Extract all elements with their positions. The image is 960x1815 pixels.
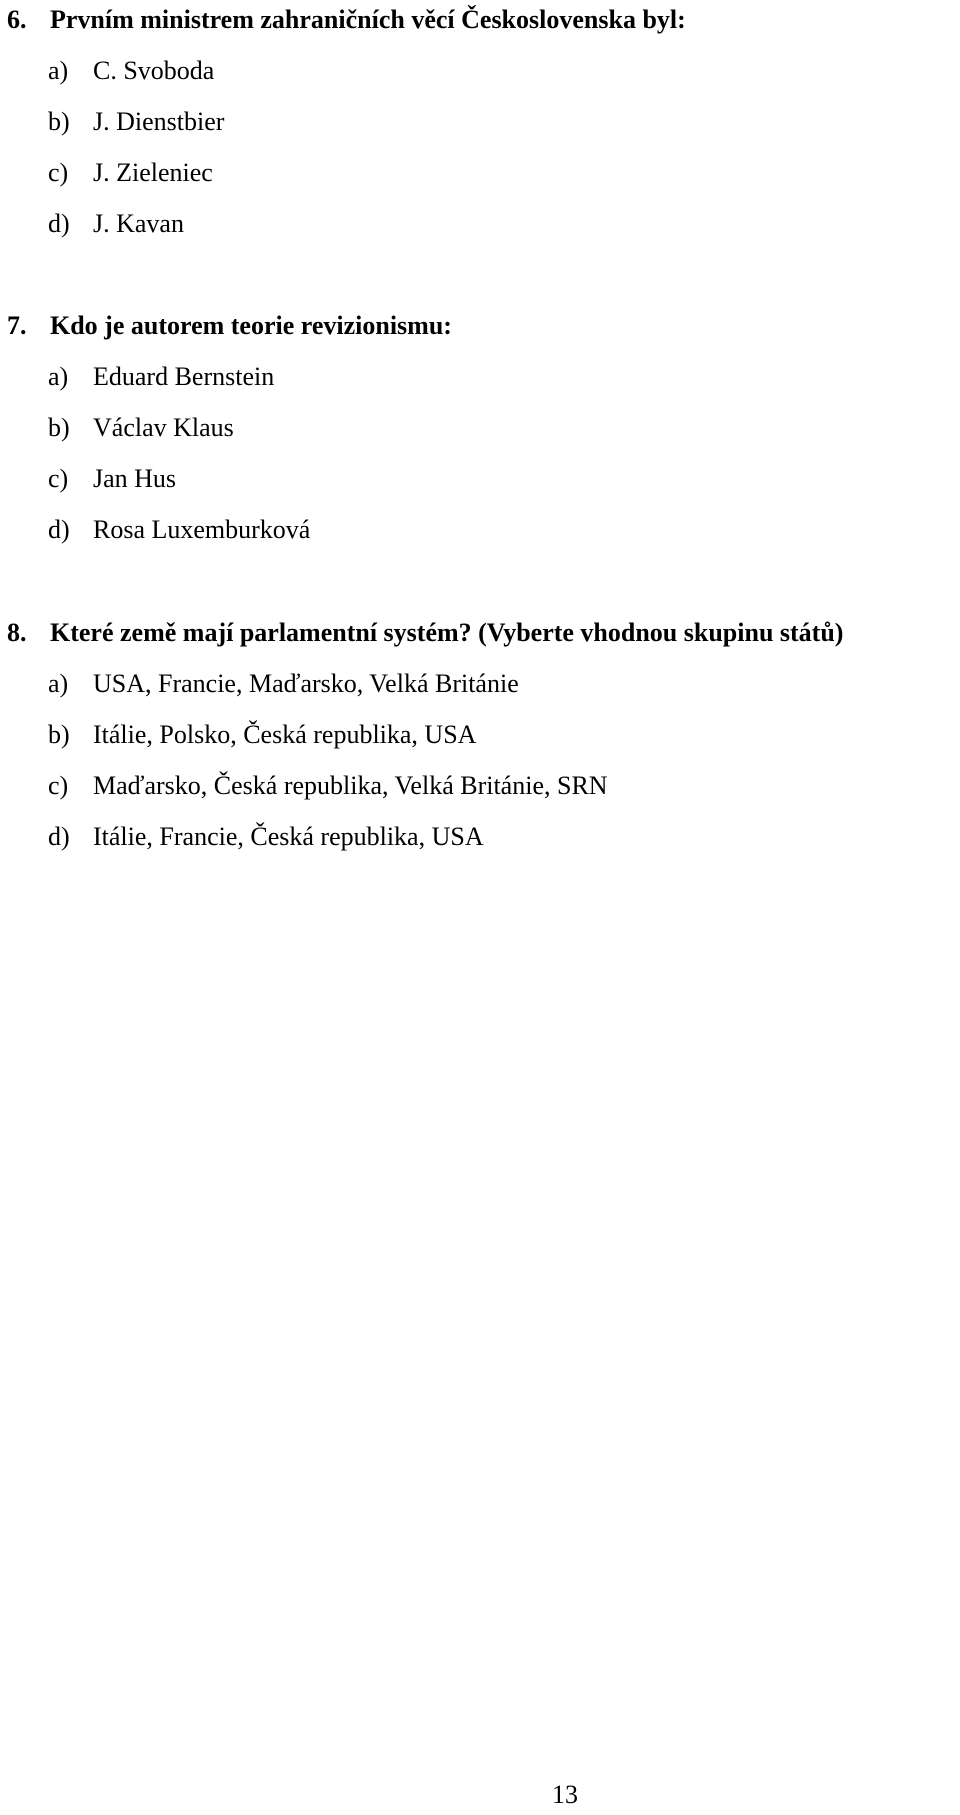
option-d [0, 504, 960, 555]
option-a [0, 45, 960, 96]
option-text: Itálie, Francie, Česká republika, USA [93, 822, 484, 851]
option-letter: a) [48, 56, 69, 85]
option-text: J. Dienstbier [93, 107, 225, 136]
question-heading [0, 607, 960, 658]
question-text: Prvním ministrem zahraničních věcí Československa byl: [50, 5, 686, 34]
option-a [0, 351, 960, 402]
question-main-text: Které země mají parlamentní systém? [50, 618, 472, 647]
option-d [0, 198, 960, 249]
question-heading [0, 300, 960, 351]
option-d [0, 811, 960, 862]
option-letter: c) [48, 464, 69, 493]
option-letter: b) [48, 107, 70, 136]
option-text: Václav Klaus [93, 413, 234, 442]
option-a [0, 658, 960, 709]
question-note: (Vyberte vhodnou skupinu států) [478, 618, 844, 647]
option-letter: b) [48, 413, 70, 442]
option-c [0, 760, 960, 811]
option-text: Eduard Bernstein [93, 362, 275, 391]
option-text: J. Kavan [93, 209, 184, 238]
question-heading [0, 0, 960, 45]
option-text: J. Zieleniec [93, 158, 213, 187]
option-letter: a) [48, 669, 69, 698]
question-number: 6. [7, 5, 27, 34]
option-c [0, 453, 960, 504]
option-letter: d) [48, 822, 70, 851]
option-letter: c) [48, 771, 69, 800]
option-text: Rosa Luxemburková [93, 515, 311, 544]
option-b [0, 402, 960, 453]
page-number: 13 [552, 1780, 578, 1809]
option-b [0, 96, 960, 147]
question-8 [0, 607, 960, 862]
option-b [0, 709, 960, 760]
question-number: 8. [7, 618, 27, 647]
option-text: Maďarsko, Česká republika, Velká Británie, SRN [93, 771, 608, 800]
option-letter: d) [48, 515, 70, 544]
option-text: Itálie, Polsko, Česká republika, USA [93, 720, 477, 749]
option-letter: b) [48, 720, 70, 749]
option-c [0, 147, 960, 198]
question-6 [0, 0, 960, 249]
question-number: 7. [7, 311, 27, 340]
option-letter: d) [48, 209, 70, 238]
question-text: Kdo je autorem teorie revizionismu: [50, 311, 452, 340]
option-letter: a) [48, 362, 69, 391]
option-letter: c) [48, 158, 69, 187]
option-text: Jan Hus [93, 464, 177, 493]
option-text: C. Svoboda [93, 56, 215, 85]
option-text: USA, Francie, Maďarsko, Velká Británie [93, 669, 519, 698]
question-7 [0, 300, 960, 555]
question-text [50, 607, 843, 658]
